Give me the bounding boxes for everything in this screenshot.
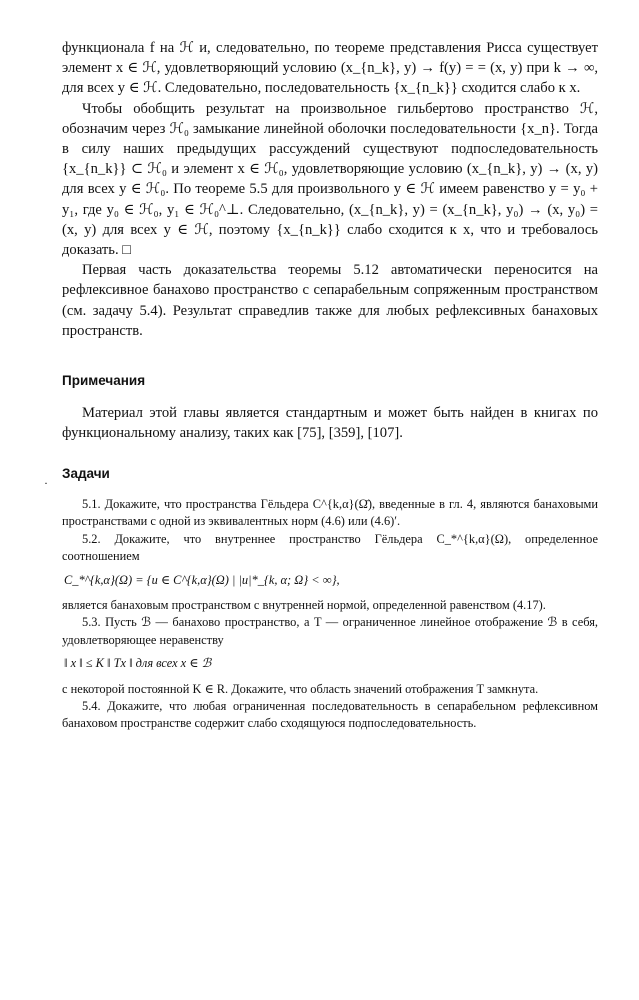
main-text — [62, 38, 598, 341]
paragraph-generalization: Чтобы обобщить результат на произвольное гильбертово пространство ℋ, обозначим через ℋ₀ замыкание линейной оболочки последовательности {x_n}. Тогда в силу наших предыдущих рассуждений существуют подпоследовательность {x_{n_k}} ⊂ ℋ₀ и элемент x ∈ ℋ₀, удовлетворяющие условию (x_{n_k}, y) → (x, y) для всех y ∈ ℋ₀. По теореме 5.5 для произвольного y ∈ ℋ имеем равенство y = y₀ + y₁, где y₀ ∈ ℋ₀, y₁ ∈ ℋ₀^⊥. Следовательно, (x_{n_k}, y) = (x_{n_k}, y₀) → (x, y₀) = (x, y) для всех y ∈ ℋ, поэтому {x_{n_k}} слабо сходится к x, что и требовалось доказать. □ — [62, 100, 598, 259]
problem-5-2-continued: является банаховым пространством с внутренней нормой, определенной равенством (4.17). — [62, 598, 546, 613]
problem-5-4: 5.4. Докажите, что любая ограниченная последовательность в сепарабельном рефлексивном банаховом пространстве содержит слабо сходящуюся подпоследовательность. — [62, 699, 598, 731]
formula-inequality: ‖ x ‖ ≤ K ‖ Tx ‖ для всех x ∈ ℬ — [64, 656, 212, 671]
problem-5-1: 5.1. Докажите, что пространства Гёльдера C^{k,α}(Ω̄), введенные в гл. 4, являются банаховыми пространствами с одной из эквивалентных норм (4.6) или (4.6)′. — [62, 497, 598, 529]
notes-heading: Примечания — [62, 373, 146, 388]
formula-interior-holder: C_*^{k,α}(Ω) = {u ∈ C^{k,α}(Ω) | |u|*_{k, α; Ω} < ∞}, — [64, 572, 340, 587]
problems-heading: Задачи — [62, 466, 110, 481]
notes-section — [62, 403, 598, 443]
problem-5-3: 5.3. Пусть ℬ — банахово пространство, а T — ограниченное линейное отображение ℬ в себя, удовлетворяющее неравенству — [62, 615, 598, 647]
problems-section — [62, 496, 598, 733]
problem-5-2: 5.2. Докажите, что внутреннее пространство Гёльдера C_*^{k,α}(Ω), определенное соотношением — [62, 531, 598, 564]
notes-text: Материал этой главы является стандартным и может быть найден в книгах по функциональному анализу, таких как [75], [359], [107]. — [62, 405, 598, 442]
paragraph-proof-end: функционала f на ℋ и, следовательно, по теореме представления Рисса существует элемент x ∈ ℋ, удовлетворяющий условию (x_{n_k}, y) → f(y) = = (x, y) при k → ∞, для всех y ∈ ℋ. Следовательно, последовательность {x_{n_k}} сходится слабо к x. — [62, 40, 598, 97]
problem-5-3-continued: с некоторой постоянной K ∈ R. Докажите, что область значений отображения T замкнута. — [62, 681, 539, 696]
margin-dot: · — [44, 476, 48, 490]
paragraph-remark: Первая часть доказательства теоремы 5.12 автоматически переносится на рефлексивное банахово пространство с сепарабельным сопряженным пространством (см. задачу 5.4). Результат справедлив также для любых рефлексивных банаховых пространств. — [62, 262, 598, 339]
